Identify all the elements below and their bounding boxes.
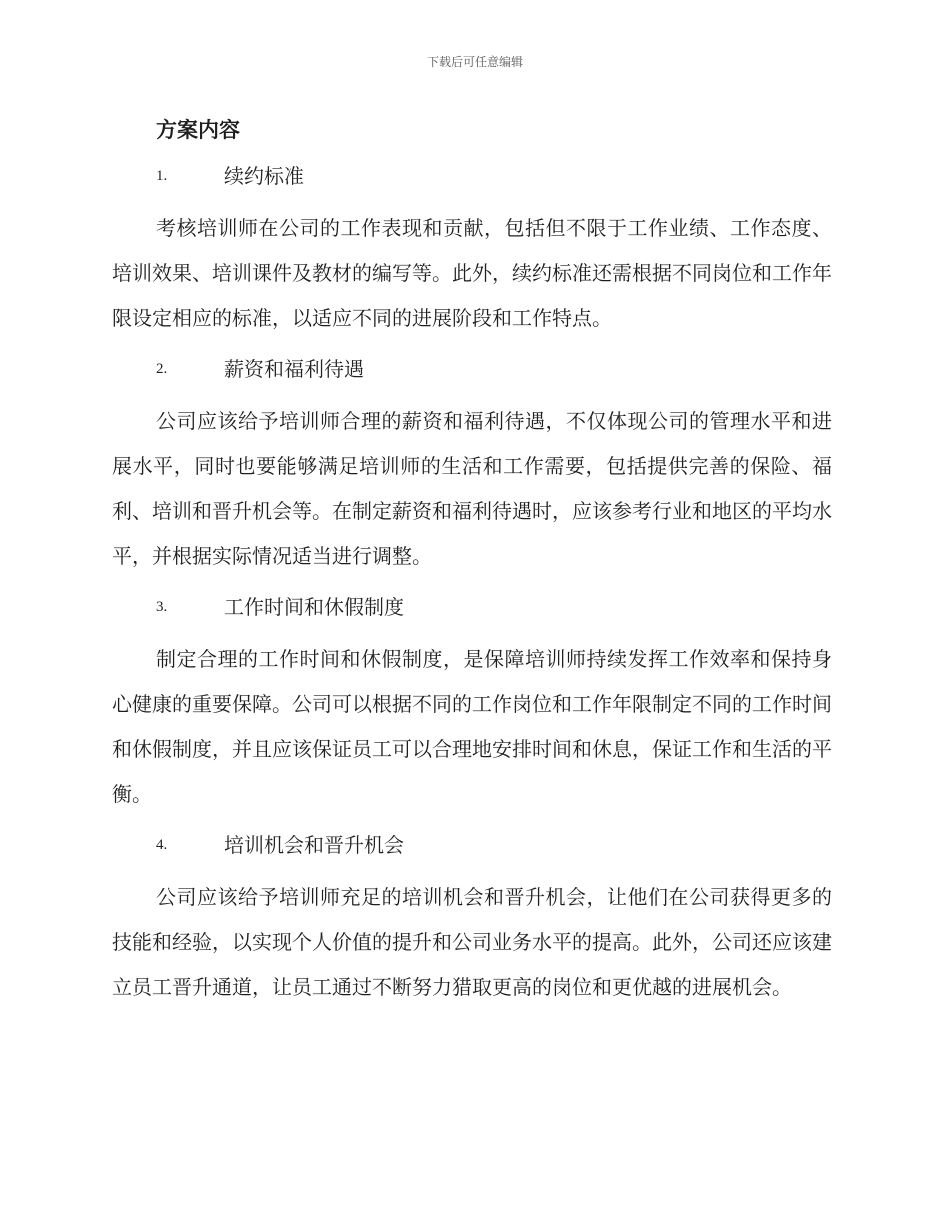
document-content (112, 112, 832, 1010)
section-number: 1. (156, 168, 168, 184)
section-body: 公司应该给予培训师充足的培训机会和晋升机会，让他们在公司获得更多的技能和经验，以实现个人价值的提升和公司业务水平的提高。此外，公司还应该建立员工晋升通道，让员工通过不断努力猎取更高的岗位和更优越的进展机会。 (112, 885, 832, 999)
section-heading-text: 续约标准 (224, 164, 304, 188)
section-2 (112, 341, 832, 579)
section-heading (112, 341, 832, 397)
section-number: 3. (156, 599, 168, 615)
document-title: 方案内容 (156, 118, 240, 142)
section-heading-text: 工作时间和休假制度 (224, 595, 404, 619)
section-heading (112, 817, 832, 873)
section-body: 考核培训师在公司的工作表现和贡献，包括但不限于工作业绩、工作态度、培训效果、培训课件及教材的编写等。此外，续约标准还需根据不同岗位和工作年限设定相应的标准，以适应不同的进展阶段和工作特点。 (112, 216, 832, 330)
section-number: 4. (156, 837, 168, 853)
section-heading (112, 579, 832, 635)
section-heading-text: 薪资和福利待遇 (224, 357, 364, 381)
page-header: 下载后可任意编辑 (426, 55, 523, 69)
section-number: 2. (156, 361, 168, 377)
section-3 (112, 579, 832, 817)
section-4 (112, 817, 832, 1010)
section-heading (112, 148, 832, 204)
section-body: 制定合理的工作时间和休假制度，是保障培训师持续发挥工作效率和保持身心健康的重要保障。公司可以根据不同的工作岗位和工作年限制定不同的工作时间和休假制度，并且应该保证员工可以合理地安排时间和休息，保证工作和生活的平衡。 (112, 647, 832, 806)
section-heading-text: 培训机会和晋升机会 (224, 833, 404, 857)
section-1 (112, 148, 832, 341)
section-body: 公司应该给予培训师合理的薪资和福利待遇，不仅体现公司的管理水平和进展水平，同时也要能够满足培训师的生活和工作需要，包括提供完善的保险、福利、培训和晋升机会等。在制定薪资和福利待遇时，应该参考行业和地区的平均水平，并根据实际情况适当进行调整。 (112, 409, 832, 568)
